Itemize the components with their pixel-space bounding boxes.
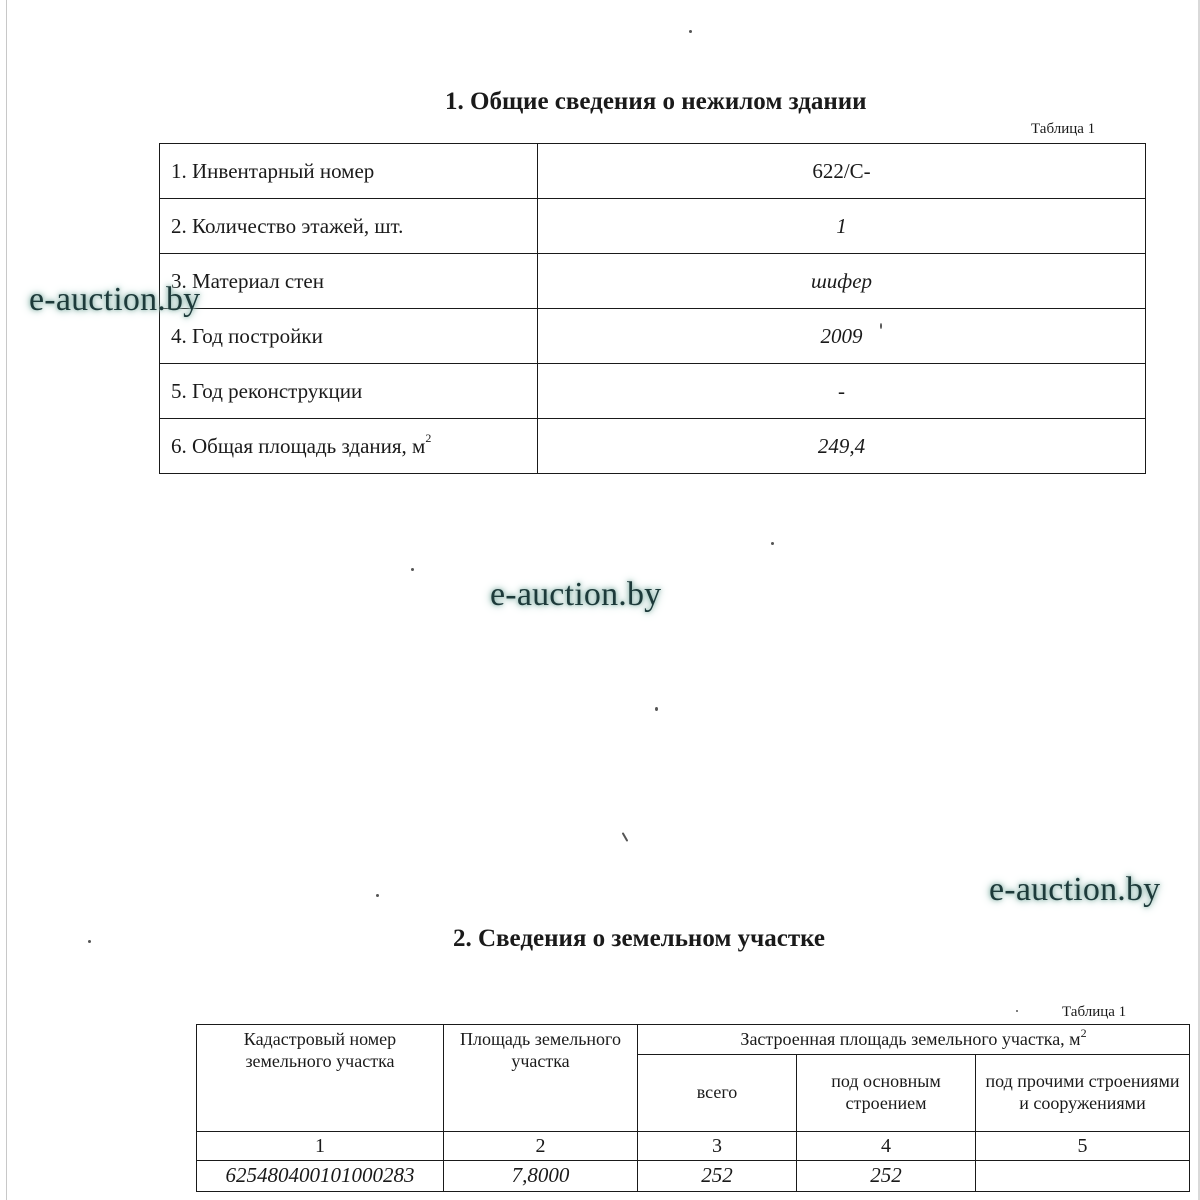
total-area-value: 249,4	[538, 419, 1146, 474]
watermark: e-auction.by	[29, 281, 201, 318]
watermark: e-auction.by	[989, 871, 1161, 908]
table-row	[160, 419, 1146, 474]
built-main-value: 252	[797, 1161, 976, 1192]
row-label: 5. Год реконструкции	[160, 364, 538, 419]
row-label: 1. Инвентарный номер	[160, 144, 538, 199]
table-row	[160, 364, 1146, 419]
header-main-building: под основным строением	[797, 1054, 976, 1131]
scan-speck	[376, 894, 379, 897]
inventory-number-value: 622/С-	[538, 144, 1146, 199]
floors-value: 1	[538, 199, 1146, 254]
scan-speck	[689, 30, 692, 33]
table-header-row	[197, 1025, 1190, 1055]
scan-speck	[1016, 1010, 1018, 1012]
section2-table-caption: Таблица 1	[1062, 1004, 1127, 1020]
column-number: 2	[444, 1132, 638, 1161]
scan-speck	[411, 568, 414, 571]
row-label: 4. Год постройки	[160, 309, 538, 364]
scan-speck	[655, 707, 658, 711]
wall-material-value: шифер	[538, 254, 1146, 309]
column-number: 1	[197, 1132, 444, 1161]
plot-area-value: 7,8000	[444, 1161, 638, 1192]
reconstruction-year-value: -	[538, 364, 1146, 419]
header-built-area	[638, 1025, 1190, 1055]
section1-table-caption: Таблица 1	[1031, 121, 1096, 137]
column-number: 5	[976, 1132, 1190, 1161]
header-total: всего	[638, 1054, 797, 1131]
table-row	[197, 1161, 1190, 1192]
scan-speck	[88, 940, 91, 943]
table-row	[160, 199, 1146, 254]
table-row	[197, 1132, 1190, 1161]
table-row	[160, 144, 1146, 199]
header-built-area-superscript: 2	[1080, 1025, 1087, 1040]
row-label	[160, 419, 538, 474]
scan-speck	[771, 542, 774, 545]
row-label: 2. Количество этажей, шт.	[160, 199, 538, 254]
header-cadastral: Кадастровый номер земельного участка	[197, 1025, 444, 1132]
column-number: 4	[797, 1132, 976, 1161]
header-other-buildings: под прочими строениями и сооружениями	[976, 1054, 1190, 1131]
construction-year-value: 2009	[538, 309, 1146, 364]
section2-title: 2. Сведения о земельном участке	[453, 925, 825, 952]
table-row	[160, 254, 1146, 309]
land-plot-table	[196, 1024, 1190, 1192]
cadastral-number-value: 625480400101000283	[197, 1161, 444, 1192]
header-area: Площадь земельного участка	[444, 1025, 638, 1132]
scan-speck	[622, 832, 629, 842]
built-total-value: 252	[638, 1161, 797, 1192]
watermark: e-auction.by	[490, 576, 662, 613]
column-number: 3	[638, 1132, 797, 1161]
table-row	[160, 309, 1146, 364]
section1-title: 1. Общие сведения о нежилом здании	[445, 88, 867, 115]
scan-speck	[880, 323, 882, 329]
building-info-table	[159, 143, 1146, 474]
page-left-edge	[6, 0, 7, 1200]
area-label-superscript: 2	[425, 430, 432, 445]
header-built-area-text: Застроенная площадь земельного участка, м	[740, 1028, 1081, 1049]
row-label: 3. Материал стен	[160, 254, 538, 309]
built-other-value	[976, 1161, 1190, 1192]
area-label-text: 6. Общая площадь здания, м	[171, 433, 426, 458]
